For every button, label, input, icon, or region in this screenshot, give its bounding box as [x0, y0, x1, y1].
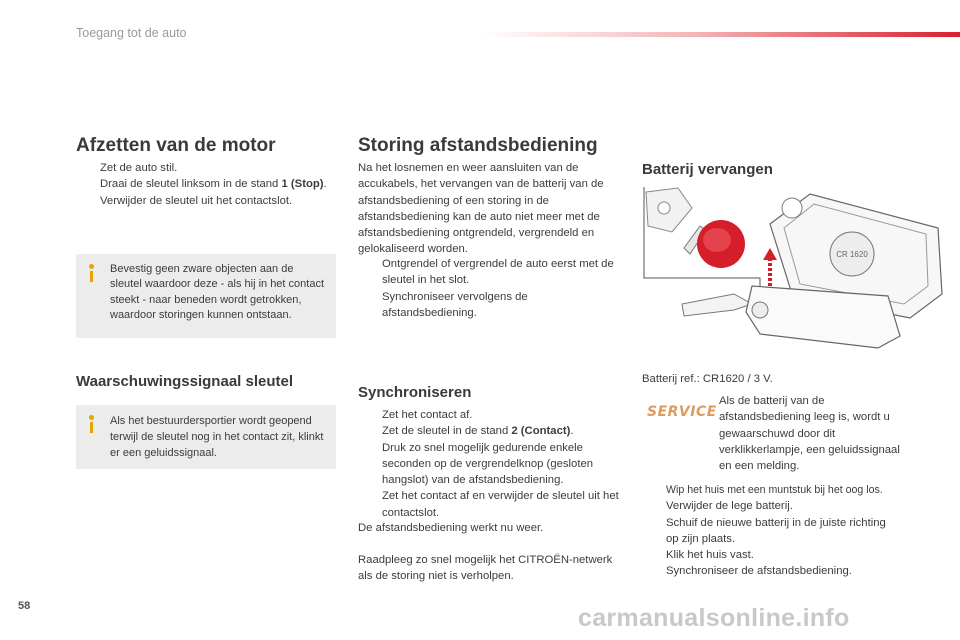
- service-warning-logo: SERVICE: [647, 404, 717, 420]
- service-warning-text: Als de batterij van de afstandsbediening leeg is, wordt u gewaarschuwd door dit verklikkerlampje, een geluidssignaal en een melding.: [719, 395, 900, 473]
- list-item: Druk zo snel mogelijk gedurende enkele seconden op de vergrendelknop (gesloten hangslot) van de afstandsbediening.: [382, 441, 594, 487]
- key-fob-battery-illustration: [642, 186, 948, 354]
- battery-reference: Batterij ref.: CR1620 / 3 V.: [642, 373, 773, 385]
- battery-steps: [642, 482, 942, 580]
- list-item: Zet het contact af.: [382, 409, 473, 421]
- engine-info-text: Bevestig geen zware objecten aan de sleutel waardoor deze - als hij in het contact steekt - naar beneden wordt getrokken, waardoor storingen kunnen ontstaan.: [110, 263, 325, 322]
- sync-steps: [358, 407, 620, 521]
- info-icon: [88, 415, 96, 433]
- fob-ring-hole: [782, 198, 802, 218]
- header-title: Toegang tot de auto: [76, 26, 187, 40]
- battery-label: CR 1620: [836, 250, 868, 259]
- list-item: Zet de auto stil.: [100, 162, 178, 174]
- list-item: Zet het contact af en verwijder de sleutel uit het contactslot.: [382, 490, 619, 519]
- list-item: Schuif de nieuwe batterij in de juiste richting op zijn plaats.: [666, 516, 886, 545]
- engine-off-title: Afzetten van de motor: [76, 135, 276, 156]
- watermark: carmanualsonline.info: [578, 604, 850, 632]
- list-item: Wip het huis met een muntstuk bij het oog los.: [666, 484, 883, 496]
- sync-title: Synchroniseren: [358, 384, 472, 401]
- engine-info-box: [76, 254, 336, 338]
- list-item: Synchroniseer de afstandsbediening.: [666, 565, 852, 578]
- list-item: Zet de sleutel in de stand 2 (Contact).: [382, 425, 574, 438]
- sync-result: De afstandsbediening werkt nu weer.: [358, 522, 544, 534]
- red-arrow-icon: [763, 248, 777, 286]
- info-icon: [88, 264, 96, 282]
- header-accent-bar: [480, 32, 960, 37]
- fob-base-button: [752, 302, 768, 318]
- list-item: Verwijder de sleutel uit het contactslot.: [100, 194, 293, 207]
- warning-info-text: Als het bestuurdersportier wordt geopend terwijl de sleutel nog in het contact zit, klinkt er een geluidssignaal.: [110, 415, 324, 459]
- key-blade-shape: [682, 294, 752, 316]
- list-item: Draai de sleutel linksom in de stand 1 (Stop).: [100, 178, 327, 191]
- list-item: Ontgrendel of vergrendel de auto eerst met de sleutel in het slot.: [382, 258, 614, 287]
- engine-off-steps: [76, 160, 338, 209]
- battery-title: Batterij vervangen: [642, 161, 773, 178]
- list-item: Klik het huis vast.: [666, 549, 754, 562]
- fob-base-shape: [746, 286, 900, 348]
- page-number: 58: [18, 600, 31, 612]
- remote-fault-steps: [358, 256, 620, 321]
- list-item: Verwijder de lege batterij.: [666, 500, 793, 513]
- remote-fault-intro: Na het losnemen en weer aansluiten van de accukabels, het vervangen van de batterij van de afstandsbediening of een storing in de afstandsbediening kan de auto niet meer met de afstandsbediening ontgrendeld, vergrendeld en gelokaliseerd worden.: [358, 162, 604, 256]
- fob-part-hole: [658, 202, 670, 214]
- remote-fault-title: Storing afstandsbediening: [358, 135, 598, 156]
- warning-info-box: [76, 405, 336, 469]
- battery-highlight-shape: [703, 228, 731, 252]
- list-item: Synchroniseer vervolgens de afstandsbediening.: [382, 290, 528, 319]
- sync-advice: Raadpleeg zo snel mogelijk het CITROËN-netwerk als de storing niet is verholpen.: [358, 554, 613, 583]
- warning-signal-title: Waarschuwingssignaal sleutel: [76, 373, 294, 390]
